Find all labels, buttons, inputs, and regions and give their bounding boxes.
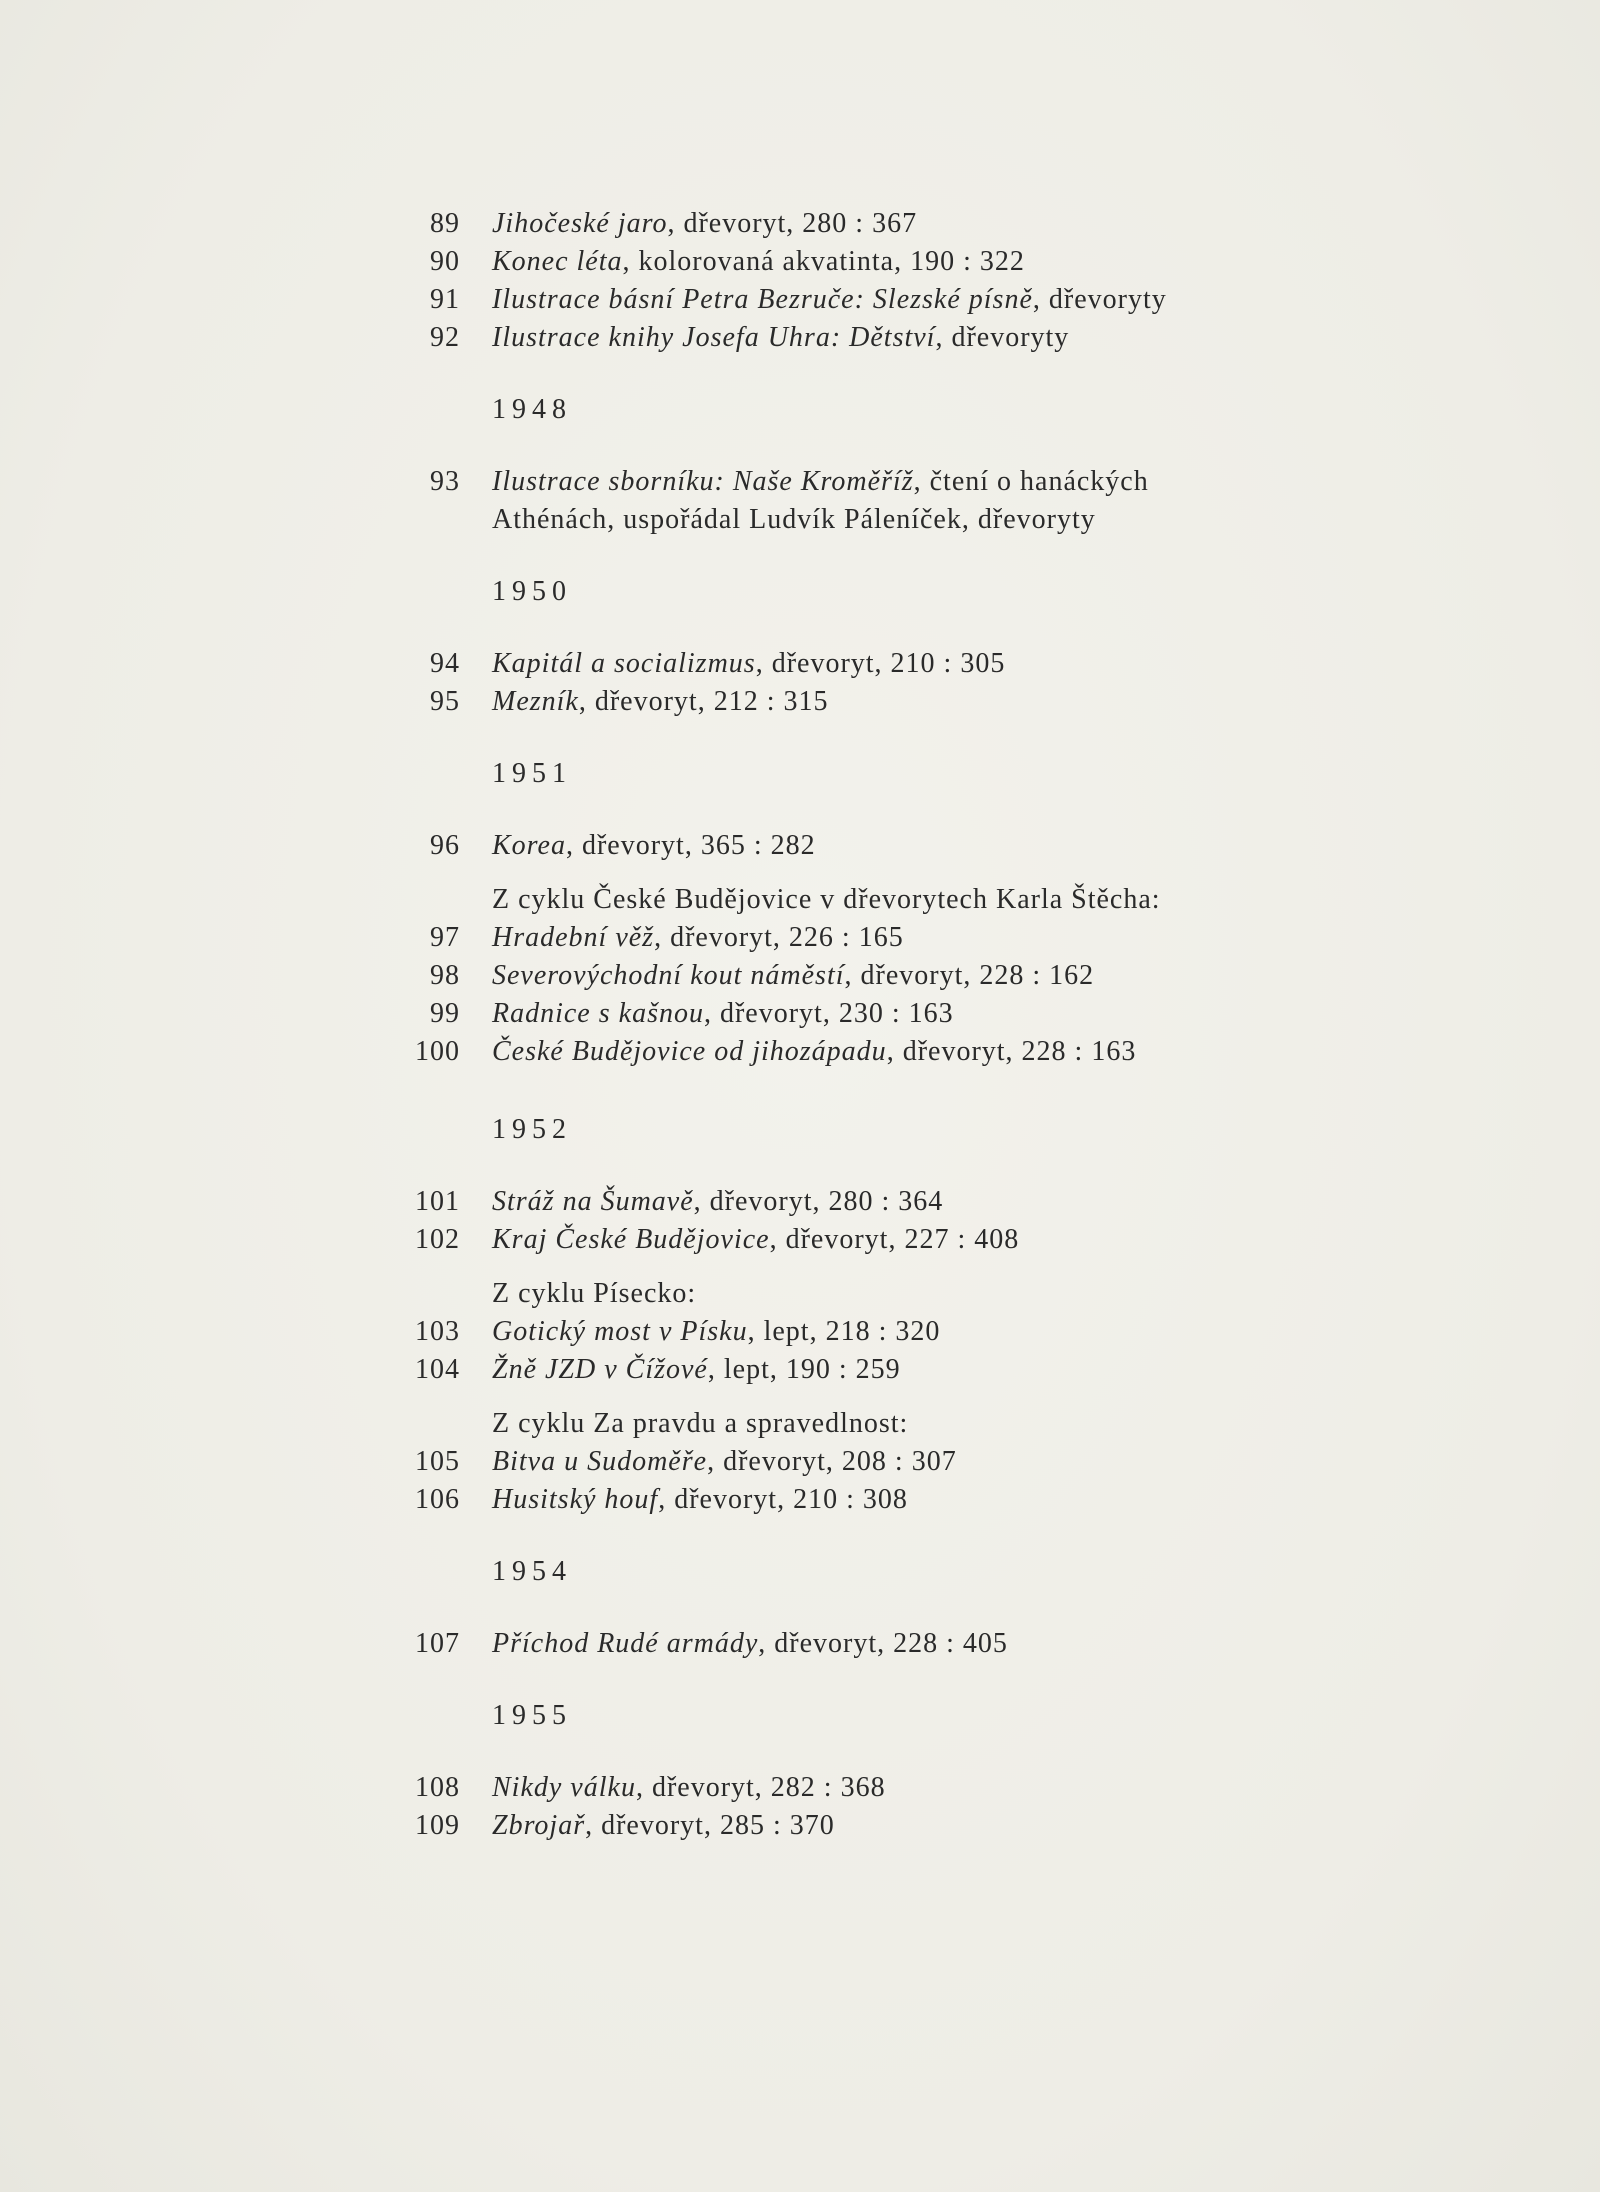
entry-number: 89 (430, 208, 460, 239)
entry-title: Gotický most v Písku (492, 1316, 748, 1347)
entry-details: Athénách, uspořádal Ludvík Páleníček, dřevoryty (492, 504, 1096, 535)
entry-details: , dřevoryt, 280 : 367 (667, 208, 918, 239)
entry-details: , dřevoryt, 228 : 163 (886, 1036, 1137, 1067)
entry-number: 109 (415, 1810, 460, 1841)
list-item (400, 1221, 1400, 1259)
entry-title: Ilustrace knihy Josefa Uhra: Dětství (492, 322, 936, 353)
year-heading-1955: 1955 (492, 1700, 572, 1731)
list-item (400, 683, 1400, 721)
entry-number: 92 (430, 322, 460, 353)
list-item (400, 1625, 1400, 1663)
entry-title: Severovýchodní kout náměstí (492, 960, 845, 991)
list-item (400, 995, 1400, 1033)
year-heading-1951: 1951 (492, 758, 572, 789)
entry-number: 102 (415, 1224, 460, 1255)
list-item (400, 957, 1400, 995)
entry-details: , dřevoryty (935, 322, 1070, 353)
entry-number: 99 (430, 998, 460, 1029)
entry-details: , dřevoryt, 228 : 162 (844, 960, 1095, 991)
entry-title: Příchod Rudé armády (492, 1628, 759, 1659)
list-item (400, 1351, 1400, 1389)
cycle-heading: Z cyklu Písecko: (492, 1278, 697, 1309)
list-item-continuation (400, 501, 1400, 539)
year-heading-1948: 1948 (492, 394, 572, 425)
list-item (400, 1807, 1400, 1845)
entry-details: , dřevoryt, 210 : 305 (755, 648, 1006, 679)
list-item (400, 1481, 1400, 1519)
entry-number: 91 (430, 284, 460, 315)
entry-number: 104 (415, 1354, 460, 1385)
list-item (400, 645, 1400, 683)
year-heading-1952: 1952 (492, 1114, 572, 1145)
list-item (400, 281, 1400, 319)
list-item (400, 1313, 1400, 1351)
entry-title: Ilustrace sborníku: Naše Kroměříž (492, 466, 914, 497)
entry-details: , dřevoryt, 228 : 405 (758, 1628, 1008, 1659)
entry-details: , dřevoryt, 282 : 368 (635, 1772, 886, 1803)
entry-details: , dřevoryt, 227 : 408 (769, 1224, 1020, 1255)
list-item (400, 1769, 1400, 1807)
list-item (400, 827, 1400, 865)
entry-number: 98 (430, 960, 460, 991)
entry-details: , dřevoryt, 230 : 163 (703, 998, 954, 1029)
entry-number: 103 (415, 1316, 460, 1347)
entry-number: 108 (415, 1772, 460, 1803)
entry-title: Ilustrace básní Petra Bezruče: Slezské písně (492, 284, 1033, 315)
list-item (400, 1183, 1400, 1221)
entry-title: Zbrojař (492, 1810, 586, 1841)
cycle-heading: Z cyklu Za pravdu a spravedlnost: (492, 1408, 909, 1439)
list-item (400, 1443, 1400, 1481)
entry-number: 106 (415, 1484, 460, 1515)
list-item (400, 1033, 1400, 1071)
entry-details: , dřevoryt, 208 : 307 (707, 1446, 957, 1477)
entry-details: , dřevoryt, 365 : 282 (565, 830, 816, 861)
entry-details: , dřevoryty (1032, 284, 1167, 315)
cycle-heading: Z cyklu České Budějovice v dřevorytech Karla Štěcha: (492, 884, 1161, 915)
entry-number: 100 (415, 1036, 460, 1067)
entry-number: 96 (430, 830, 460, 861)
entry-title: Korea (492, 830, 566, 861)
entry-number: 101 (415, 1186, 460, 1217)
entry-number: 95 (430, 686, 460, 717)
entry-title: Stráž na Šumavě (492, 1186, 694, 1217)
entry-details: , lept, 218 : 320 (747, 1316, 941, 1347)
entry-title: Kapitál a socializmus (492, 648, 756, 679)
entry-number: 105 (415, 1446, 460, 1477)
list-item (400, 319, 1400, 357)
catalog-list (400, 205, 1400, 1845)
entry-number: 90 (430, 246, 460, 277)
entry-details: , dřevoryt, 210 : 308 (658, 1484, 908, 1515)
entry-title: České Budějovice od jihozápadu (492, 1036, 887, 1067)
entry-details: , čtení o hanáckých (913, 466, 1149, 497)
list-item (400, 919, 1400, 957)
year-heading-1954: 1954 (492, 1556, 572, 1587)
entry-number: 93 (430, 466, 460, 497)
entry-title: Nikdy válku (492, 1772, 636, 1803)
entry-title: Konec léta (492, 246, 623, 277)
entry-number: 107 (415, 1628, 460, 1659)
entry-title: Bitva u Sudoměře (492, 1446, 708, 1477)
entry-details: , kolorovaná akvatinta, 190 : 322 (622, 246, 1025, 277)
entry-details: , dřevoryt, 280 : 364 (693, 1186, 944, 1217)
entry-title: Mezník (492, 686, 579, 717)
year-heading-1950: 1950 (492, 576, 572, 607)
entry-number: 97 (430, 922, 460, 953)
entry-title: Husitský houf (492, 1484, 659, 1515)
entry-title: Hradební věž (492, 922, 655, 953)
entry-title: Kraj České Budějovice (492, 1224, 770, 1255)
entry-title: Žně JZD v Čížové (492, 1354, 708, 1385)
list-item (400, 205, 1400, 243)
entry-details: , dřevoryt, 285 : 370 (585, 1810, 835, 1841)
entry-number: 94 (430, 648, 460, 679)
entry-details: , dřevoryt, 212 : 315 (578, 686, 829, 717)
entry-details: , dřevoryt, 226 : 165 (654, 922, 904, 953)
entry-title: Jihočeské jaro (492, 208, 668, 239)
entry-details: , lept, 190 : 259 (707, 1354, 901, 1385)
list-item (400, 463, 1400, 501)
entry-title: Radnice s kašnou (492, 998, 704, 1029)
list-item (400, 243, 1400, 281)
